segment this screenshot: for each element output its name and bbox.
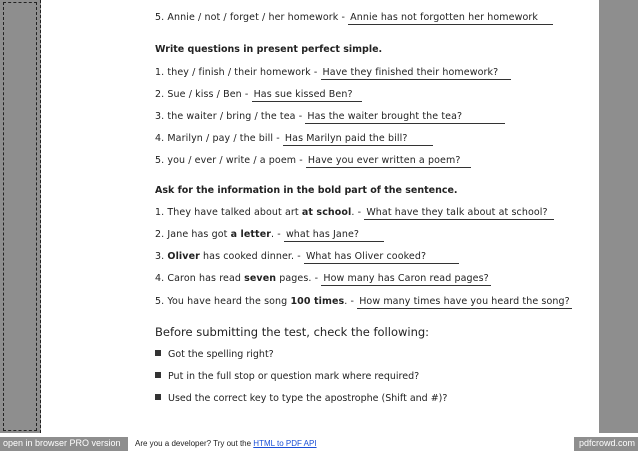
worksheet-content: [155, 0, 595, 433]
section2-item-5-pre: 5. You have heard the song: [155, 296, 291, 307]
checklist-item-label: Used the correct key to type the apostrophe (Shift and #)?: [168, 393, 448, 404]
section2-item-2-post: . -: [271, 229, 281, 240]
section1-item-1-answer: Have they finished their homework?: [321, 67, 511, 80]
checklist-item: [155, 349, 274, 360]
section2-item-4-answer: How many has Caron read pages?: [321, 273, 491, 286]
top-item: [155, 12, 553, 25]
footer-bar: [0, 433, 638, 453]
top-answer: Annie has not forgotten her homework: [348, 12, 553, 25]
section1-item-5-question: 5. you / ever / write / a poem -: [155, 155, 303, 166]
section2-item-1-pre: 1. They have talked about art: [155, 207, 302, 218]
section2-item-3-answer: What has Oliver cooked?: [304, 251, 459, 264]
section1-item-4-question: 4. Marilyn / pay / the bill -: [155, 133, 280, 144]
section1-item-2-answer: Has sue kissed Ben?: [252, 89, 362, 102]
section2-item-3-post: has cooked dinner. -: [199, 251, 301, 262]
checklist-item: [155, 393, 447, 404]
section2-item-2-bold: a letter: [230, 229, 272, 240]
section2-item-3-bold: Oliver: [167, 251, 200, 262]
section2-heading: Ask for the information in the bold part of the sentence.: [155, 185, 458, 196]
section1-item-5: [155, 155, 471, 168]
section2-item-4: [155, 273, 491, 286]
open-in-browser-button[interactable]: open in browser PRO version: [0, 437, 128, 451]
section1-item-3-question: 3. the waiter / bring / the tea -: [155, 111, 303, 122]
checklist-title: Before submitting the test, check the following:: [155, 325, 430, 339]
html-to-pdf-api-link[interactable]: HTML to PDF API: [253, 439, 317, 448]
section2-item-5-answer: How many times have you heard the song?: [359, 296, 570, 307]
section2-item-5-bold: 100 times: [290, 296, 345, 307]
section2-item-5-post: . -: [344, 296, 355, 307]
section1-item-2-question: 2. Sue / kiss / Ben -: [155, 89, 249, 100]
section1-item-1: [155, 67, 511, 80]
pdfcrowd-brand-link[interactable]: pdfcrowd.com: [574, 437, 638, 451]
developer-promo: [135, 439, 317, 448]
bullet-square-icon: [155, 350, 161, 356]
section1-item-4-answer: Has Marilyn paid the bill?: [283, 133, 433, 146]
section1-item-2: [155, 89, 362, 102]
promo-text: Are you a developer? Try out the: [135, 439, 254, 448]
section1-item-3-answer: Has the waiter brought the tea?: [305, 111, 505, 124]
bullet-square-icon: [155, 394, 161, 400]
section1-item-4: [155, 133, 433, 146]
top-question: 5. Annie / not / forget / her homework -: [155, 12, 346, 23]
right-margin-panel: [599, 0, 638, 433]
section2-item-4-post: pages. -: [276, 273, 319, 284]
section2-item-4-bold: seven: [244, 273, 277, 284]
section2-item-5: [155, 296, 572, 309]
section2-item-1-answer: What have they talk about at school?: [364, 207, 554, 220]
checklist-item-label: Got the spelling right?: [168, 349, 274, 360]
section2-item-1: [155, 207, 554, 220]
section2-item-3-pre: 3.: [155, 251, 168, 262]
section1-item-3: [155, 111, 505, 124]
section1-heading: Write questions in present perfect simple.: [155, 44, 383, 55]
section2-item-2-answer: what has Jane?: [284, 229, 384, 242]
section2-item-2: [155, 229, 384, 242]
section2-item-2-pre: 2. Jane has got: [155, 229, 231, 240]
section2-item-1-post: . -: [351, 207, 362, 218]
section2-item-4-pre: 4. Caron has read: [155, 273, 245, 284]
section2-item-3: [155, 251, 459, 264]
checklist-item-label: Put in the full stop or question mark where required?: [168, 371, 420, 382]
left-margin-panel: [0, 0, 41, 433]
section1-item-1-question: 1. they / finish / their homework -: [155, 67, 318, 78]
bullet-square-icon: [155, 372, 161, 378]
section1-item-5-answer: Have you ever written a poem?: [306, 155, 471, 168]
checklist-item: [155, 371, 419, 382]
section2-item-1-bold: at school: [301, 207, 352, 218]
